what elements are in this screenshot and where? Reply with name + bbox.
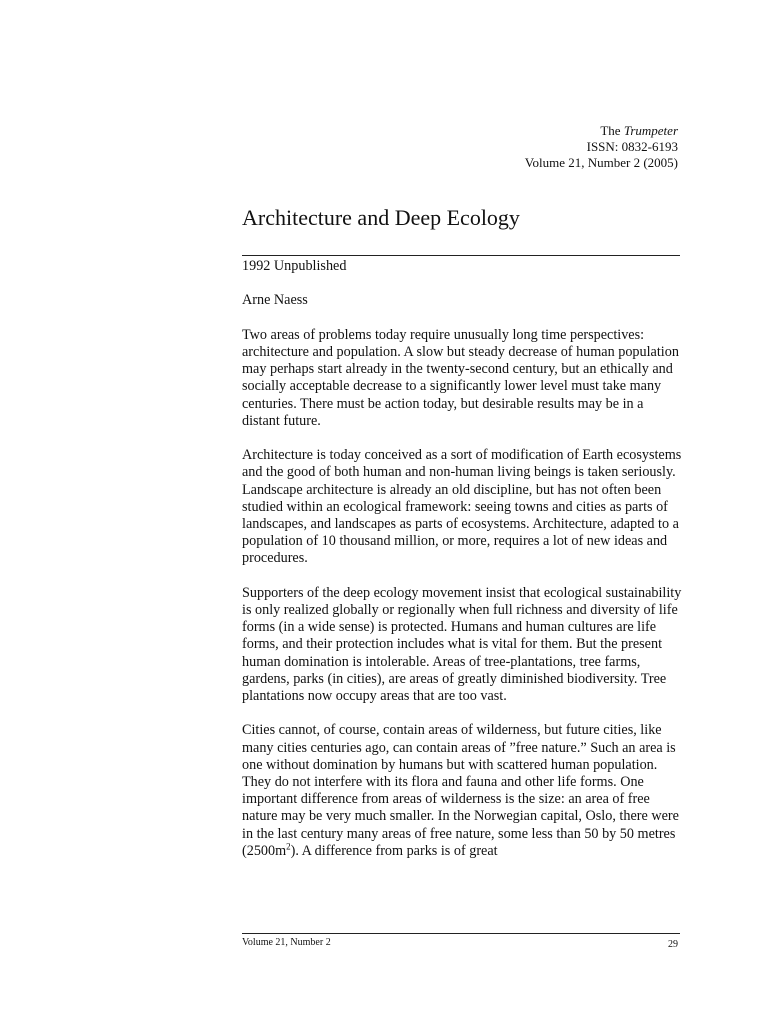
superscript: 2: [286, 841, 291, 852]
journal-issn: ISSN: 0832-6193: [586, 139, 678, 154]
article-body: [242, 258, 682, 877]
footer-divider: [242, 933, 680, 934]
title-divider: [242, 255, 680, 256]
paragraph-text-continued: ). A difference from parks is of great: [290, 842, 498, 859]
journal-masthead: [525, 123, 678, 171]
paragraph: Supporters of the deep ecology movement insist that ecological sustainability is only realized globally or regionally when full richness and diversity of life forms (in a wide sense) is protected. Humans and human cultures are life forms, and their protection includes what is vital for them. But the present human domination is intolerable. Areas of tree-plantations, tree farms, gardens, parks (in cities), are areas of greatly diminished biodiversity. Tree plantations now occupy areas that are too vast.: [242, 584, 682, 705]
article-author: Arne Naess: [242, 292, 308, 309]
journal-name: Trumpeter: [623, 123, 678, 138]
journal-volume: Volume 21, Number 2 (2005): [524, 155, 678, 170]
footer-volume: Volume 21, Number 2: [242, 937, 331, 948]
paragraph: Architecture is today conceived as a sort of modification of Earth ecosystems and the good of both human and non-human living beings is taken seriously. Landscape architecture is already an old discipline, but has not often been studied within an ecological framework: seeing towns and cities as parts of landscapes, and landscapes as parts of ecosystems. Architecture, adapted to a population of 10 thousand million, or more, requires a lot of new ideas and procedures.: [242, 447, 682, 567]
page-number: 29: [668, 939, 678, 950]
paragraph-text: Cities cannot, of course, contain areas of wilderness, but future cities, like many cities centuries ago, can contain areas of ”free nature.” Such an area is one without domination by humans but with scattered human population. They do not interfere with its flora and fauna and other life forms. One important difference from areas of wilderness is the size: an area of free nature may be very much smaller. In the Norwegian capital, Oslo, there were in the last century many areas of free nature, some less than 50 by 50 metres (2500m: [242, 722, 679, 859]
journal-title-line: [525, 123, 678, 139]
article-title: Architecture and Deep Ecology: [242, 205, 520, 230]
journal-prefix: The: [600, 123, 621, 138]
publication-note: 1992 Unpublished: [242, 258, 347, 274]
paragraph: Two areas of problems today require unusually long time perspectives: architecture and population. A slow but steady decrease of human population may perhaps start already in the twenty-second century, but an ethically and socially acceptable decrease to a significantly lower level must take many centuries. There must be action today, but desirable results may be in a distant future.: [242, 326, 679, 429]
paragraph: [242, 722, 682, 860]
